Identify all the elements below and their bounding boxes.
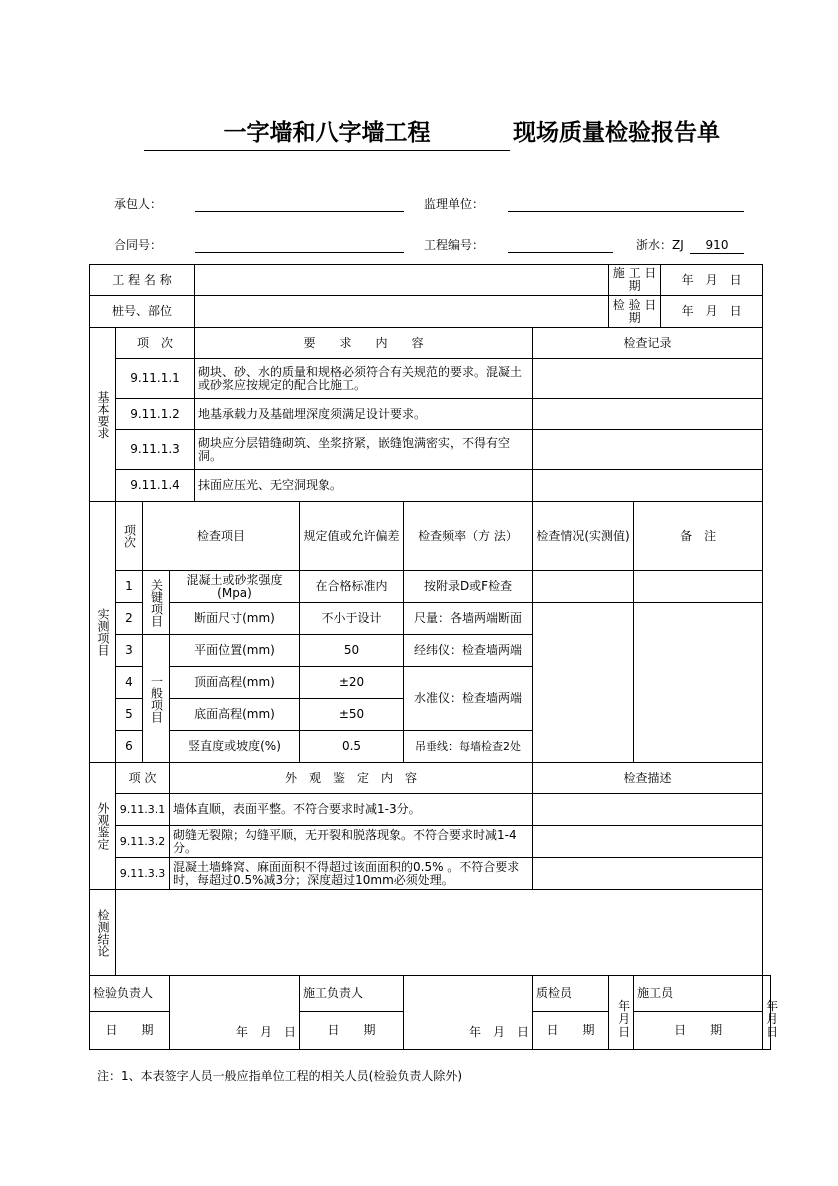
basic-row-record[interactable] — [533, 359, 763, 399]
basic-row-text: 地基承载力及基础埋深度须满足设计要求。 — [195, 399, 533, 430]
contract-no-label: 合同号： — [114, 238, 163, 252]
quality-inspector-sign[interactable] — [609, 976, 643, 1050]
basic-row-record[interactable] — [533, 430, 763, 470]
project-name-label: 工 程 名 称 — [90, 265, 195, 296]
measured-row-item: 底面高程(mm) — [170, 699, 300, 731]
measured-row-no: 2 — [116, 603, 143, 635]
conclusion-section: 检测结论 — [90, 890, 116, 976]
basic-row-code: 9.11.1.2 — [116, 399, 195, 430]
footer-note: 注：1、本表签字人员一般应指单位工程的相关人员(检验负责人除外) — [97, 1069, 463, 1083]
contractor-field[interactable] — [195, 197, 404, 212]
key-items-label: 关键项目 — [143, 571, 170, 635]
measured-row-no: 6 — [116, 731, 143, 763]
measured-row-remark[interactable] — [634, 571, 763, 603]
inspector-lead-label: 检验负责人 — [90, 976, 170, 1012]
measured-row-actual[interactable] — [533, 571, 634, 603]
measured-row-item: 顶面高程(mm) — [170, 667, 300, 699]
measured-col-actual: 检查情况(实测值) — [533, 502, 634, 571]
appearance-row-description[interactable] — [533, 794, 763, 826]
inspector-lead-date-label: 日 期 — [90, 1012, 170, 1050]
appearance-row-text: 混凝土墙蜂窝、麻面面积不得超过该面面积的0.5% 。不符合要求时，每超过0.5%减3分；深度超过10mm必须处理。 — [170, 858, 533, 890]
basic-col-item: 项 次 — [116, 328, 195, 359]
measured-row-tolerance: 0.5 — [300, 731, 404, 763]
quality-inspector-date-label: 日 期 — [533, 1012, 609, 1050]
measured-row-item: 断面尺寸(mm) — [170, 603, 300, 635]
measured-col-item: 项次 — [116, 502, 143, 571]
construction-lead-sign[interactable] — [404, 976, 533, 1050]
form-code-prefix: 浙水：ZJ — [636, 238, 684, 252]
measured-col-remark: 备 注 — [634, 502, 763, 571]
appearance-row-code: 9.11.3.1 — [116, 794, 170, 826]
general-items-label: 一般项目 — [143, 635, 170, 763]
contractor-label: 承包人： — [114, 197, 163, 211]
basic-row-code: 9.11.1.3 — [116, 430, 195, 470]
report-title: 现场质量检验报告单 — [513, 120, 720, 146]
appearance-section: 外观鉴定 — [90, 763, 116, 890]
construction-lead-date-label: 日 期 — [300, 1012, 404, 1050]
measured-row-item: 竖直度或坡度(%) — [170, 731, 300, 763]
measured-row-tolerance: 在合格标准内 — [300, 571, 404, 603]
constructor-label: 施工员 — [634, 976, 763, 1012]
constructor-date: 年 月 日 — [766, 999, 791, 1039]
appearance-row-text: 墙体直顺，表面平整。不符合要求时减1-3分。 — [170, 794, 533, 826]
measured-row-no: 3 — [116, 635, 143, 667]
measured-actual-merged[interactable] — [533, 603, 634, 763]
measured-row-frequency: 按附录D或F检查 — [404, 571, 533, 603]
conclusion-field[interactable] — [116, 890, 763, 976]
measured-row-item: 混凝土或砂浆强度(Mpa) — [170, 571, 300, 603]
quality-inspector-label: 质检员 — [533, 976, 609, 1012]
measured-row-tolerance: ±20 — [300, 667, 404, 699]
quality-inspector-date: 年 月 日 — [618, 999, 643, 1039]
basic-row-text: 抹面应压光、无空洞现象。 — [195, 470, 533, 502]
basic-row-code: 9.11.1.1 — [116, 359, 195, 399]
basic-col-record: 检查记录 — [533, 328, 763, 359]
measured-row-tolerance: 50 — [300, 635, 404, 667]
measured-col-tolerance: 规定值或允许偏差 — [300, 502, 404, 571]
station-value[interactable] — [195, 296, 609, 328]
measured-row-no: 1 — [116, 571, 143, 603]
basic-row-text: 砌块、砂、水的质量和规格必须符合有关规范的要求。混凝土或砂浆应按规定的配合比施工。 — [195, 359, 533, 399]
measured-row-frequency: 水准仪：检查墙两端 — [404, 667, 533, 731]
basic-row-record[interactable] — [533, 470, 763, 502]
measured-row-frequency: 吊垂线：每墙检查2处 — [404, 731, 533, 763]
inspection-date-label: 检 验 日 期 — [609, 296, 661, 328]
inspection-date-value[interactable]: 年 月 日 — [661, 296, 763, 328]
measured-row-item: 平面位置(mm) — [170, 635, 300, 667]
project-name-value[interactable] — [195, 265, 609, 296]
appearance-col-content: 外 观 鉴 定 内 容 — [170, 763, 533, 794]
appearance-row-code: 9.11.3.2 — [116, 826, 170, 858]
measured-row-frequency: 经纬仪：检查墙两端 — [404, 635, 533, 667]
measured-col-frequency: 检查频率（方 法） — [404, 502, 533, 571]
measured-row-no: 4 — [116, 667, 143, 699]
construction-lead-date: 年 月 日 — [469, 1025, 530, 1039]
appearance-row-text: 砌缝无裂隙；勾缝平顺，无开裂和脱落现象。不符合要求时减1-4分。 — [170, 826, 533, 858]
measured-col-check: 检查项目 — [143, 502, 300, 571]
measured-row-no: 5 — [116, 699, 143, 731]
basic-requirements-section: 基本要求 — [90, 328, 116, 502]
project-no-label: 工程编号： — [424, 238, 485, 252]
basic-row-record[interactable] — [533, 399, 763, 430]
appearance-row-description[interactable] — [533, 826, 763, 858]
measured-remark-merged[interactable] — [634, 603, 763, 763]
basic-row-text: 砌块应分层错缝砌筑、坐浆挤紧，嵌缝饱满密实，不得有空洞。 — [195, 430, 533, 470]
constructor-date-label: 日 期 — [634, 1012, 763, 1050]
appearance-row-description[interactable] — [533, 858, 763, 890]
appearance-col-description: 检查描述 — [533, 763, 763, 794]
appearance-col-item: 项 次 — [116, 763, 170, 794]
construction-date-label: 施 工 日 期 — [609, 265, 661, 296]
project-type-title: 一字墙和八字墙工程 — [144, 116, 510, 151]
measured-row-tolerance: ±50 — [300, 699, 404, 731]
inspector-lead-sign[interactable] — [170, 976, 300, 1050]
measured-row-tolerance: 不小于设计 — [300, 603, 404, 635]
form-code-number: 910 — [690, 237, 744, 254]
measured-items-section: 实测项目 — [90, 502, 116, 763]
construction-lead-label: 施工负责人 — [300, 976, 404, 1012]
project-no-field[interactable] — [508, 238, 613, 253]
constructor-sign[interactable] — [763, 976, 791, 1050]
contract-no-field[interactable] — [195, 238, 404, 253]
measured-row-frequency: 尺量：各墙两端断面 — [404, 603, 533, 635]
appearance-row-code: 9.11.3.3 — [116, 858, 170, 890]
construction-date-value[interactable]: 年 月 日 — [661, 265, 763, 296]
basic-col-requirement: 要 求 内 容 — [195, 328, 533, 359]
supervisor-field[interactable] — [508, 197, 744, 212]
basic-row-code: 9.11.1.4 — [116, 470, 195, 502]
station-label: 桩号、部位 — [90, 296, 195, 328]
inspection-report-table — [89, 264, 791, 1050]
inspector-lead-date: 年 月 日 — [236, 1025, 297, 1039]
supervisor-label: 监理单位： — [424, 197, 485, 211]
